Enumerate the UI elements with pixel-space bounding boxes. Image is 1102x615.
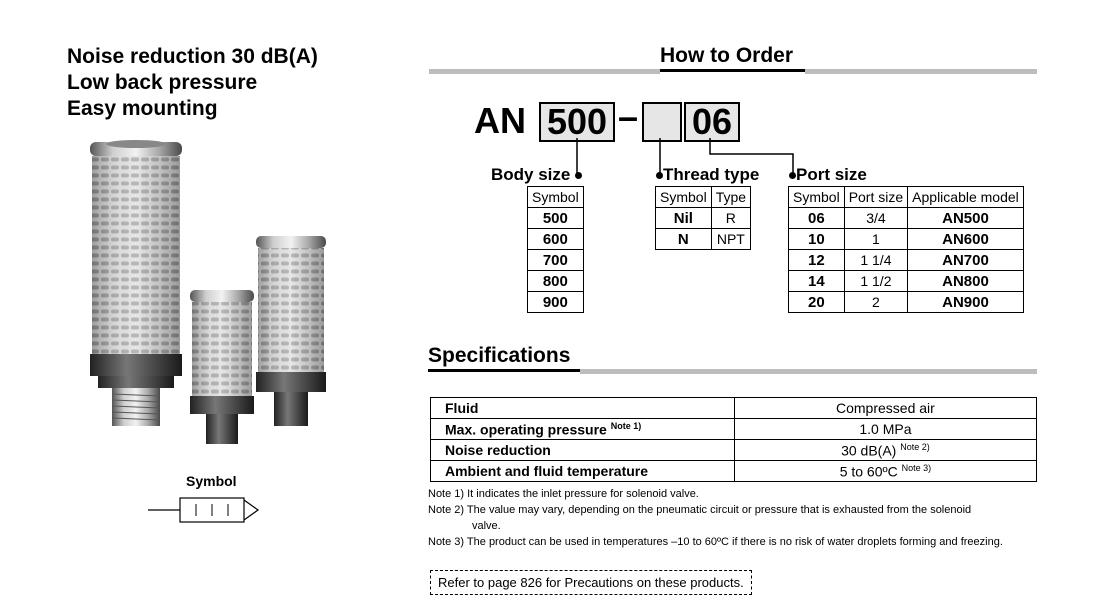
table-row: 06 3/4 AN500 bbox=[789, 208, 1024, 229]
feature-item: Low back pressure bbox=[67, 71, 258, 94]
feature-item: Easy mounting bbox=[67, 97, 218, 120]
table-header: Symbol bbox=[789, 187, 845, 208]
thread-type-table bbox=[655, 186, 751, 250]
table-row: Noise reduction 30 dB(A) $^{Note 2)}$ bbox=[431, 440, 1037, 461]
model-prefix: AN bbox=[474, 100, 526, 141]
table-header: Applicable model bbox=[908, 187, 1024, 208]
feature-item: Noise reduction 30 dB(A) bbox=[67, 45, 318, 68]
table-row: 500 bbox=[528, 208, 584, 229]
note-reference: Note 1) bbox=[610, 420, 642, 431]
silencer-symbol-diagram bbox=[146, 490, 266, 530]
note-line: Note 1) It indicates the inlet pressure for solenoid valve. bbox=[428, 488, 699, 500]
small-silencer bbox=[190, 290, 254, 444]
specification-notes bbox=[428, 486, 1048, 550]
table-row: Fluid Compressed air bbox=[431, 398, 1037, 419]
table-row: 10 1 AN600 bbox=[789, 229, 1024, 250]
body-size-code-box: 500 bbox=[539, 102, 615, 142]
table-row: Max. operating pressure $^{Note 1)}$ 1.0 MPa bbox=[431, 419, 1037, 440]
body-size-label: Body size bbox=[491, 165, 582, 185]
table-row: N NPT bbox=[656, 229, 751, 250]
port-size-label: Port size bbox=[789, 165, 867, 185]
table-row: 20 2 AN900 bbox=[789, 292, 1024, 313]
note-line: valve. bbox=[472, 520, 501, 532]
medium-silencer bbox=[256, 236, 326, 426]
table-row: 700 bbox=[528, 250, 584, 271]
how-to-order-title: How to Order bbox=[660, 44, 794, 67]
section-rule bbox=[805, 69, 1037, 74]
section-rule bbox=[429, 69, 660, 74]
note-reference: Note 2) bbox=[900, 441, 930, 452]
precautions-reference-box: Refer to page 826 for Precautions on these products. bbox=[430, 570, 752, 595]
code-dash: – bbox=[618, 96, 639, 137]
thread-type-code-box bbox=[642, 102, 682, 142]
table-row: 12 1 1/4 AN700 bbox=[789, 250, 1024, 271]
table-header: Port size bbox=[844, 187, 907, 208]
table-row: 600 bbox=[528, 229, 584, 250]
bullet-dot-icon bbox=[789, 172, 796, 179]
silencer-product-image bbox=[80, 140, 340, 450]
specifications-table bbox=[430, 397, 1037, 482]
specifications-title: Specifications bbox=[428, 344, 571, 367]
port-size-table bbox=[788, 186, 1024, 313]
note-line: Note 2) The value may vary, depending on the pneumatic circuit or pressure that is exhausted from the solenoid bbox=[428, 504, 972, 516]
thread-type-label: Thread type bbox=[656, 165, 759, 185]
table-row: Nil R bbox=[656, 208, 751, 229]
note-reference: Note 3) bbox=[901, 462, 932, 473]
table-header: Symbol bbox=[656, 187, 712, 208]
bullet-dot-icon bbox=[656, 172, 663, 179]
bullet-dot-icon bbox=[575, 172, 582, 179]
note-line: Note 3) The product can be used in temperatures –10 to 60ºC if there is no risk of water droplets forming and freezing. bbox=[428, 536, 1003, 548]
table-row: 14 1 1/2 AN800 bbox=[789, 271, 1024, 292]
table-row: Ambient and fluid temperature 5 to 60ºC $^{Note 3)}$ bbox=[431, 461, 1037, 482]
port-size-code-box: 06 bbox=[684, 102, 740, 142]
feature-list bbox=[67, 44, 318, 122]
body-size-table bbox=[527, 186, 584, 313]
table-header: Type bbox=[711, 187, 750, 208]
symbol-label: Symbol bbox=[186, 473, 237, 489]
section-rule bbox=[580, 369, 1037, 374]
table-header: Symbol bbox=[528, 187, 584, 208]
table-row: 900 bbox=[528, 292, 584, 313]
table-row: 800 bbox=[528, 271, 584, 292]
title-underline bbox=[428, 369, 580, 372]
title-underline bbox=[660, 69, 805, 72]
large-silencer bbox=[90, 140, 182, 426]
